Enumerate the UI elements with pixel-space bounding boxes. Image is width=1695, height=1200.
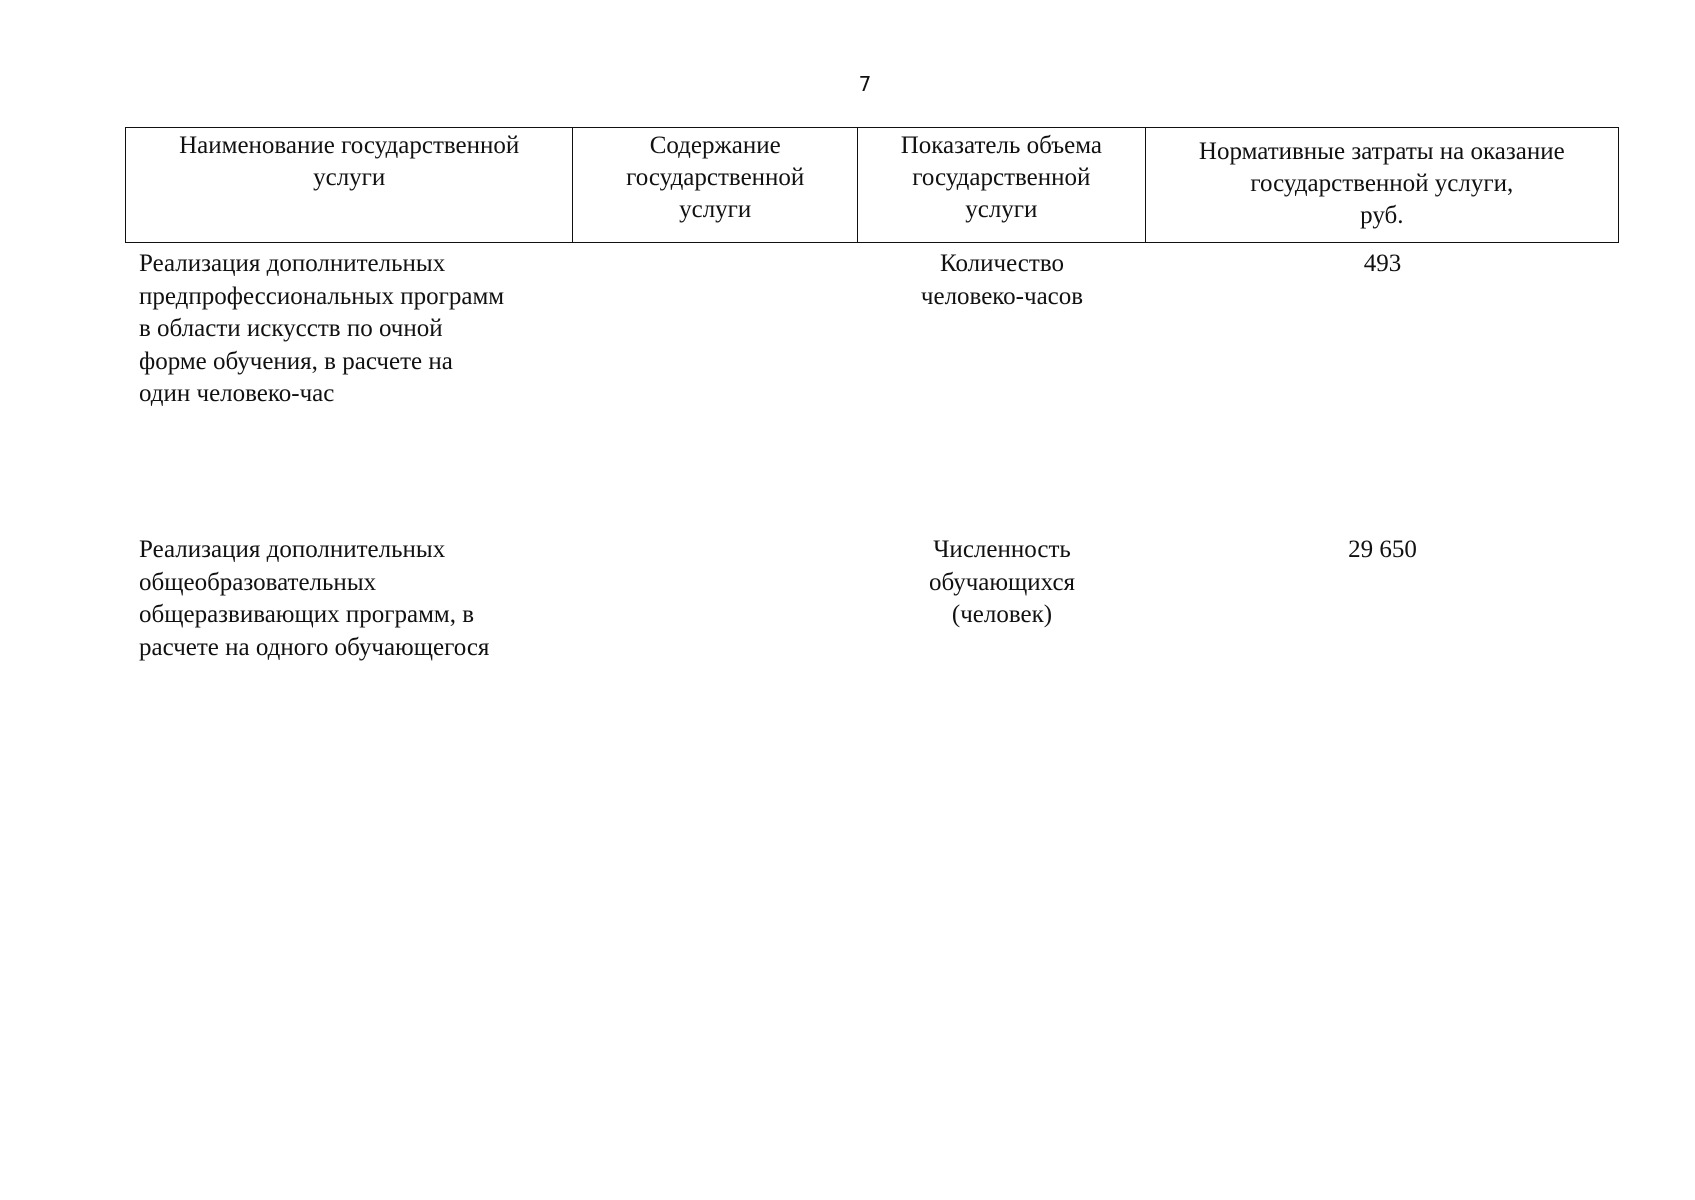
table-row	[125, 534, 1619, 664]
header-text-line: Нормативные затраты на оказание	[1198, 138, 1565, 165]
service-name-line: общеразвивающих программ, в	[139, 601, 475, 628]
service-name-cell	[125, 248, 573, 411]
volume-indicator-cell	[858, 248, 1146, 411]
table-row	[125, 248, 1619, 411]
header-text-line: Показатель объема	[900, 132, 1102, 159]
service-name-cell	[125, 534, 573, 664]
indicator-line: Количество	[940, 250, 1064, 277]
normative-cost-cell: 29 650	[1348, 536, 1417, 563]
service-name-line: форме обучения, в расчете на	[139, 347, 453, 375]
header-text-line: государственной услуги,	[1250, 170, 1514, 197]
service-name-line: предпрофессиональных программ	[139, 282, 505, 310]
header-text-line: государственной	[626, 164, 805, 191]
header-text-line: руб.	[1360, 202, 1404, 229]
indicator-line: обучающихся	[928, 568, 1076, 596]
header-volume-indicator	[858, 128, 1146, 242]
service-name-line: Реализация дополнительных	[139, 536, 446, 563]
header-service-name	[126, 128, 573, 242]
header-text-line: услуги	[965, 196, 1038, 223]
page-number: 7	[858, 72, 872, 96]
indicator-line: (человек)	[951, 601, 1053, 628]
service-name-line: Реализация дополнительных	[139, 250, 446, 277]
service-name-line: расчете на одного обучающегося	[139, 633, 490, 661]
header-text-line: услуги	[679, 196, 752, 223]
service-content-cell	[573, 248, 858, 411]
service-name-line: в области искусств по очной	[139, 315, 443, 342]
header-text-line: Наименование государственной	[179, 132, 520, 159]
header-text-line: Содержание	[649, 132, 781, 159]
indicator-line: Численность	[933, 536, 1071, 563]
service-content-cell	[573, 534, 858, 664]
header-text-line: государственной	[912, 164, 1091, 191]
header-normative-costs	[1146, 128, 1618, 242]
table-header-row	[125, 127, 1619, 243]
indicator-line: человеко-часов	[920, 282, 1084, 310]
header-service-content	[573, 128, 858, 242]
header-text-line: услуги	[313, 164, 386, 191]
volume-indicator-cell	[858, 534, 1146, 664]
service-name-line: один человеко-час	[139, 380, 335, 407]
service-name-line: общеобразовательных	[139, 568, 377, 596]
normative-cost-cell: 493	[1363, 250, 1402, 277]
